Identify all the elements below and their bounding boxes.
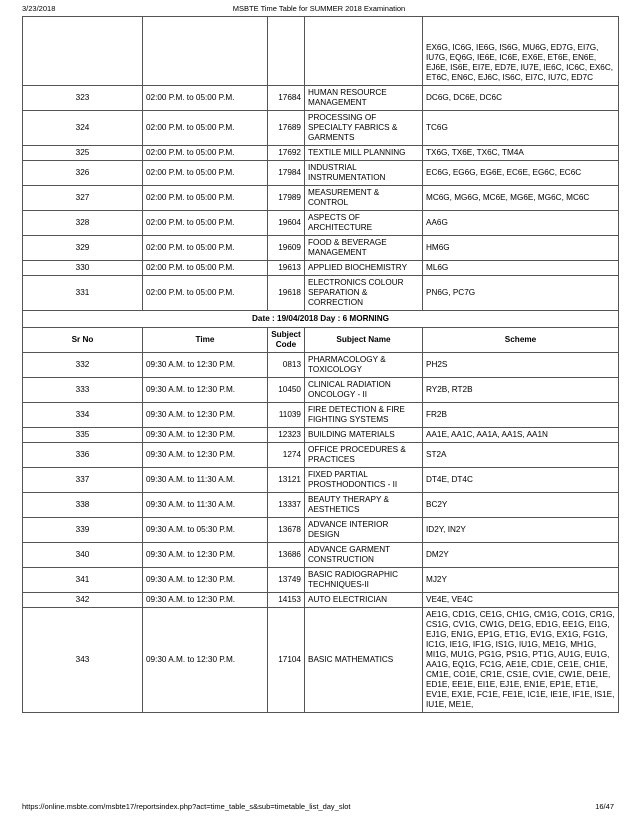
subject-cell: ADVANCE INTERIOR DESIGN <box>305 518 423 543</box>
time-cell: 02:00 P.M. to 05:00 P.M. <box>143 146 268 161</box>
col-subject: Subject Name <box>305 328 423 353</box>
time-cell: 09:30 A.M. to 05:30 P.M. <box>143 518 268 543</box>
scheme-cell: FR2B <box>423 403 619 428</box>
subject-cell: BEAUTY THERAPY & AESTHETICS <box>305 493 423 518</box>
scheme-cell: DM2Y <box>423 543 619 568</box>
time-cell: 09:30 A.M. to 12:30 P.M. <box>143 353 268 378</box>
scheme-cell: EC6G, EG6G, EG6E, EC6E, EG6C, EC6C <box>423 161 619 186</box>
subject-cell <box>305 17 423 86</box>
time-cell: 02:00 P.M. to 05:00 P.M. <box>143 161 268 186</box>
time-cell: 09:30 A.M. to 12:30 P.M. <box>143 543 268 568</box>
subject-cell: ASPECTS OF ARCHITECTURE <box>305 211 423 236</box>
scheme-cell: DT4E, DT4C <box>423 468 619 493</box>
scheme-cell: TC6G <box>423 111 619 146</box>
subject-cell: MEASUREMENT & CONTROL <box>305 186 423 211</box>
code-cell: 19609 <box>268 236 305 261</box>
sr-cell: 327 <box>23 186 143 211</box>
table-row <box>23 161 619 186</box>
sr-cell: 334 <box>23 403 143 428</box>
sr-cell: 341 <box>23 568 143 593</box>
code-cell: 12323 <box>268 428 305 443</box>
table-row <box>23 428 619 443</box>
scheme-cell: VE4E, VE4C <box>423 593 619 608</box>
time-cell: 09:30 A.M. to 12:30 P.M. <box>143 403 268 428</box>
table-row <box>23 146 619 161</box>
code-cell: 19604 <box>268 211 305 236</box>
document-title: MSBTE Time Table for SUMMER 2018 Examination <box>232 4 406 13</box>
scheme-cell: PN6G, PC7G <box>423 276 619 311</box>
time-cell <box>143 17 268 86</box>
table-row <box>23 403 619 428</box>
sr-cell: 330 <box>23 261 143 276</box>
code-cell: 14153 <box>268 593 305 608</box>
table-row <box>23 468 619 493</box>
code-cell: 19613 <box>268 261 305 276</box>
sr-cell: 325 <box>23 146 143 161</box>
code-cell: 13678 <box>268 518 305 543</box>
sr-cell: 323 <box>23 86 143 111</box>
sr-cell: 337 <box>23 468 143 493</box>
time-cell: 09:30 A.M. to 12:30 P.M. <box>143 443 268 468</box>
code-cell: 17684 <box>268 86 305 111</box>
sr-cell: 338 <box>23 493 143 518</box>
scheme-cell: RY2B, RT2B <box>423 378 619 403</box>
code-cell: 17984 <box>268 161 305 186</box>
subject-cell: PROCESSING OF SPECIALTY FABRICS & GARMENTS <box>305 111 423 146</box>
time-cell: 09:30 A.M. to 12:30 P.M. <box>143 593 268 608</box>
sr-cell: 328 <box>23 211 143 236</box>
subject-cell: TEXTILE MILL PLANNING <box>305 146 423 161</box>
scheme-cell: PH2S <box>423 353 619 378</box>
time-cell: 09:30 A.M. to 12:30 P.M. <box>143 378 268 403</box>
code-cell: 17104 <box>268 608 305 713</box>
sr-cell: 342 <box>23 593 143 608</box>
code-cell: 11039 <box>268 403 305 428</box>
table-row <box>23 17 619 86</box>
col-scheme: Scheme <box>423 328 619 353</box>
subject-cell: APPLIED BIOCHEMISTRY <box>305 261 423 276</box>
time-cell: 02:00 P.M. to 05:00 P.M. <box>143 276 268 311</box>
subject-cell: ADVANCE GARMENT CONSTRUCTION <box>305 543 423 568</box>
scheme-cell: EX6G, IC6G, IE6G, IS6G, MU6G, ED7G, EI7G, IU7G, EQ6G, IE6E, IC6E, EX6E, ET6E, EN6E, EJ6E, IS6E, EI7E, ED7E, IU7E, IE6C, IC6C, EX6C, ET6C, EN6C, EJ6C, IS6C, EI7C, IU7C, ED7C <box>423 17 619 86</box>
scheme-cell: AA1E, AA1C, AA1A, AA1S, AA1N <box>423 428 619 443</box>
subject-cell: HUMAN RESOURCE MANAGEMENT <box>305 86 423 111</box>
table-row <box>23 518 619 543</box>
time-cell: 02:00 P.M. to 05:00 P.M. <box>143 211 268 236</box>
table-row <box>23 593 619 608</box>
subject-cell: OFFICE PROCEDURES & PRACTICES <box>305 443 423 468</box>
col-time: Time <box>143 328 268 353</box>
sr-cell <box>23 17 143 86</box>
code-cell: 17989 <box>268 186 305 211</box>
print-date: 3/23/2018 <box>22 4 56 13</box>
subject-cell: CLINICAL RADIATION ONCOLOGY - II <box>305 378 423 403</box>
table-row <box>23 261 619 276</box>
time-cell: 09:30 A.M. to 11:30 A.M. <box>143 468 268 493</box>
code-cell: 13121 <box>268 468 305 493</box>
code-cell <box>268 17 305 86</box>
col-code: Subject Code <box>268 328 305 353</box>
footer-url: https://online.msbte.com/msbte17/reportsindex.php?act=time_table_s&sub=timetable_list_day_slot <box>22 802 351 811</box>
scheme-cell: MJ2Y <box>423 568 619 593</box>
code-cell: 13686 <box>268 543 305 568</box>
subject-cell: ELECTRONICS COLOUR SEPARATION & CORRECTION <box>305 276 423 311</box>
sr-cell: 329 <box>23 236 143 261</box>
code-cell: 13749 <box>268 568 305 593</box>
subject-cell: AUTO ELECTRICIAN <box>305 593 423 608</box>
column-header-row <box>23 328 619 353</box>
code-cell: 13337 <box>268 493 305 518</box>
scheme-cell: MC6G, MG6G, MC6E, MG6E, MG6C, MC6C <box>423 186 619 211</box>
scheme-cell: DC6G, DC6E, DC6C <box>423 86 619 111</box>
time-cell: 09:30 A.M. to 12:30 P.M. <box>143 428 268 443</box>
sr-cell: 324 <box>23 111 143 146</box>
table-row <box>23 236 619 261</box>
time-cell: 02:00 P.M. to 05:00 P.M. <box>143 86 268 111</box>
subject-cell: BASIC MATHEMATICS <box>305 608 423 713</box>
date-bar <box>23 311 619 328</box>
sr-cell: 335 <box>23 428 143 443</box>
page-header <box>0 0 638 16</box>
scheme-cell: BC2Y <box>423 493 619 518</box>
scheme-cell: TX6G, TX6E, TX6C, TM4A <box>423 146 619 161</box>
table-row <box>23 543 619 568</box>
table-row <box>23 443 619 468</box>
sr-cell: 326 <box>23 161 143 186</box>
subject-cell: BASIC RADIOGRAPHIC TECHNIQUES-II <box>305 568 423 593</box>
time-cell: 02:00 P.M. to 05:00 P.M. <box>143 111 268 146</box>
code-cell: 17692 <box>268 146 305 161</box>
subject-cell: FOOD & BEVERAGE MANAGEMENT <box>305 236 423 261</box>
timetable <box>22 16 619 713</box>
sr-cell: 332 <box>23 353 143 378</box>
col-sr: Sr No <box>23 328 143 353</box>
subject-cell: PHARMACOLOGY & TOXICOLOGY <box>305 353 423 378</box>
table-row <box>23 86 619 111</box>
scheme-cell: AE1G, CD1G, CE1G, CH1G, CM1G, CO1G, CR1G, CS1G, CV1G, CW1G, DE1G, ED1G, EE1G, EI1G, EJ1G, EN1G, EP1G, ET1G, EV1G, EX1G, FG1G, IC1G, IE1G, IF1G, IS1G, IU1G, ME1G, MH1G, MI1G, MU1G, PG1G, PS1G, PT1G, AU1G, EU1G, AA1G, EQ1G, FC1G, AE1E, CD1E, CE1E, CH1E, CM1E, CO1E, CR1E, CS1E, CV1E, CW1E, DE1E, ED1E, EE1E, EI1E, EJ1E, EN1E, EP1E, ET1E, EV1E, EX1E, FC1E, FE1E, IC1E, IE1E, IF1E, IS1E, IU1E, ME1E, <box>423 608 619 713</box>
table-row <box>23 276 619 311</box>
time-cell: 09:30 A.M. to 11:30 A.M. <box>143 493 268 518</box>
scheme-cell: AA6G <box>423 211 619 236</box>
time-cell: 09:30 A.M. to 12:30 P.M. <box>143 608 268 713</box>
sr-cell: 340 <box>23 543 143 568</box>
code-cell: 1274 <box>268 443 305 468</box>
time-cell: 02:00 P.M. to 05:00 P.M. <box>143 236 268 261</box>
scheme-cell: HM6G <box>423 236 619 261</box>
table-row <box>23 608 619 713</box>
page-number: 16/47 <box>595 802 614 811</box>
code-cell: 10450 <box>268 378 305 403</box>
table-row <box>23 378 619 403</box>
sr-cell: 331 <box>23 276 143 311</box>
sr-cell: 343 <box>23 608 143 713</box>
table-row <box>23 353 619 378</box>
sr-cell: 339 <box>23 518 143 543</box>
subject-cell: INDUSTRIAL INSTRUMENTATION <box>305 161 423 186</box>
subject-cell: FIXED PARTIAL PROSTHODONTICS - II <box>305 468 423 493</box>
table-row <box>23 186 619 211</box>
table-row <box>23 111 619 146</box>
scheme-cell: ID2Y, IN2Y <box>423 518 619 543</box>
time-cell: 02:00 P.M. to 05:00 P.M. <box>143 186 268 211</box>
scheme-cell: ML6G <box>423 261 619 276</box>
subject-cell: FIRE DETECTION & FIRE FIGHTING SYSTEMS <box>305 403 423 428</box>
table-row <box>23 211 619 236</box>
code-cell: 0813 <box>268 353 305 378</box>
scheme-cell: ST2A <box>423 443 619 468</box>
page-footer <box>0 802 638 818</box>
date-bar-text: Date : 19/04/2018 Day : 6 MORNING <box>23 311 619 328</box>
time-cell: 09:30 A.M. to 12:30 P.M. <box>143 568 268 593</box>
table-row <box>23 493 619 518</box>
time-cell: 02:00 P.M. to 05:00 P.M. <box>143 261 268 276</box>
sr-cell: 333 <box>23 378 143 403</box>
code-cell: 19618 <box>268 276 305 311</box>
table-row <box>23 568 619 593</box>
code-cell: 17689 <box>268 111 305 146</box>
subject-cell: BUILDING MATERIALS <box>305 428 423 443</box>
sr-cell: 336 <box>23 443 143 468</box>
